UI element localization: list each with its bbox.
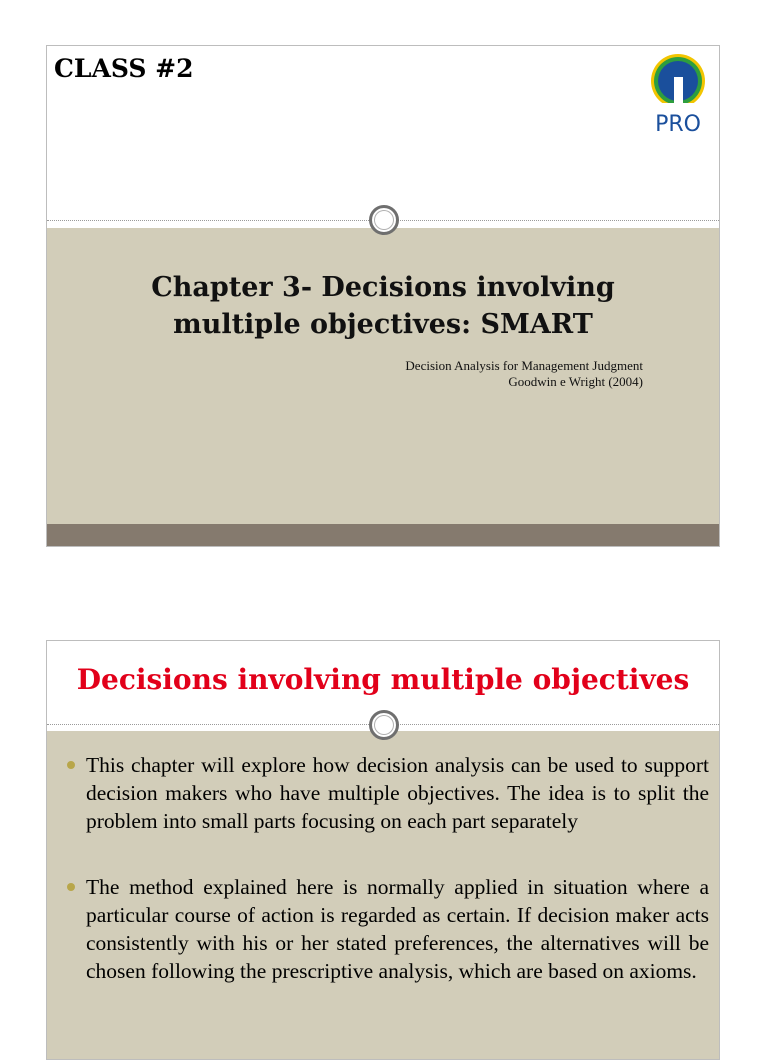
circle-ornament-icon: [369, 710, 399, 740]
pro-logo-icon: [645, 51, 715, 136]
bullet-dot-icon: [67, 883, 75, 891]
book-reference: [405, 358, 643, 390]
slide-title: Decisions involving multiple objectives: [76, 663, 690, 696]
chapter-title: [47, 269, 719, 343]
bullet-text: This chapter will explore how decision analysis can be used to support decision makers who have multiple objectives. The idea is to split the problem into small parts focusing on each part separately: [86, 753, 709, 833]
bullet-item: [66, 751, 709, 835]
bullet-list: [66, 751, 709, 1023]
bullet-text: The method explained here is normally applied in situation where a particular course of action is regarded as certain. If decision maker acts consistently with his or her stated preferences, the alternatives will be chosen following the prescriptive analysis, which are based on axioms.: [86, 875, 709, 983]
pro-logo: [645, 51, 715, 136]
logo-text: PRO: [655, 112, 701, 136]
bullet-item: [66, 873, 709, 985]
chapter-title-line1: Chapter 3- Decisions involving: [151, 272, 615, 303]
content-slide: [46, 640, 720, 1060]
footer-bar: [47, 524, 719, 547]
reference-authors: Goodwin e Wright (2004): [508, 374, 643, 389]
bullet-dot-icon: [67, 761, 75, 769]
reference-book-title: Decision Analysis for Management Judgment: [405, 358, 643, 373]
class-label: CLASS #2: [54, 54, 194, 83]
chapter-title-line2: multiple objectives: SMART: [173, 309, 593, 340]
title-slide: [46, 45, 720, 547]
circle-ornament-icon: [369, 205, 399, 235]
